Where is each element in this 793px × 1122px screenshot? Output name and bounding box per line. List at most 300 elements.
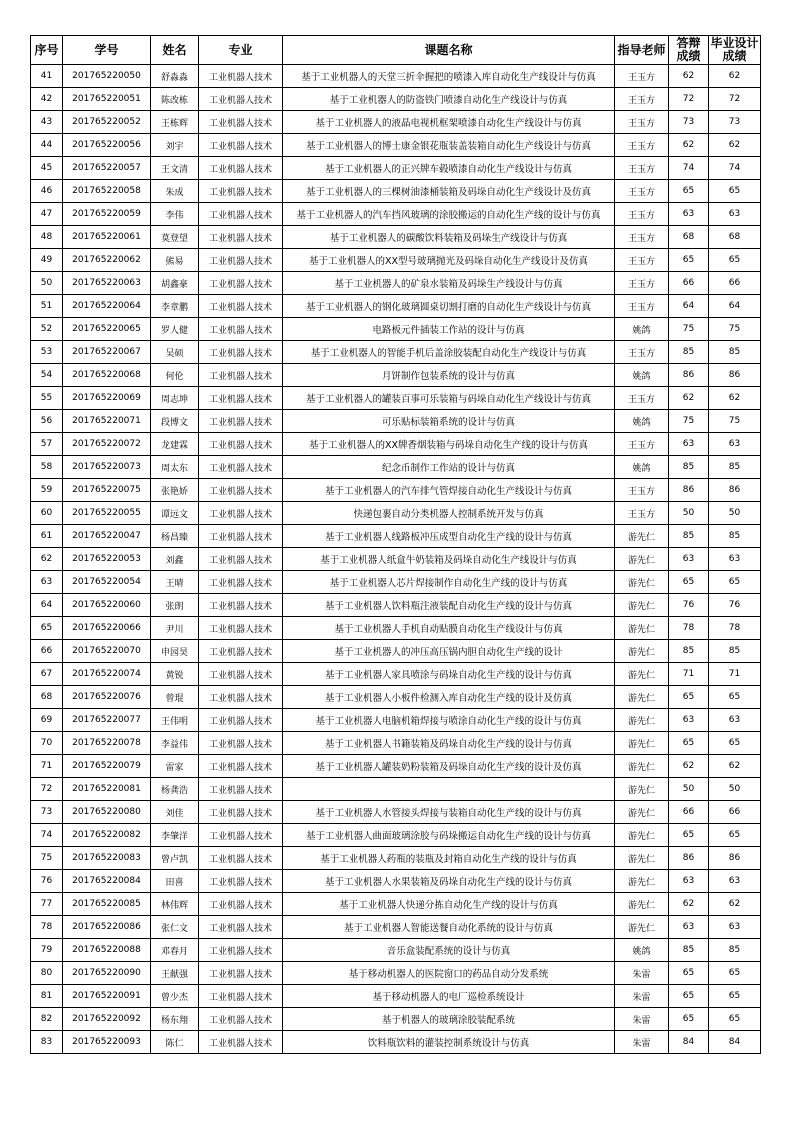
cell-name: 李肇洋 [151,824,199,847]
table-row [31,870,761,893]
cell-final-score: 86 [709,847,761,870]
cell-final-score: 50 [709,778,761,801]
cell-topic: 基于工业机器人芯片焊接制作自动化生产线的设计与仿真 [283,571,615,594]
cell-student-id: 201765220051 [63,88,151,111]
cell-topic: 饮料瓶饮料的灌装控制系统设计与仿真 [283,1031,615,1054]
table-row [31,1031,761,1054]
cell-student-id: 201765220057 [63,157,151,180]
cell-major: 工业机器人技术 [199,433,283,456]
cell-defense-score: 73 [669,111,709,134]
cell-index: 60 [31,502,63,525]
cell-name: 张仁文 [151,916,199,939]
cell-advisor: 游先仁 [615,847,669,870]
cell-student-id: 201765220067 [63,341,151,364]
cell-major: 工业机器人技术 [199,571,283,594]
cell-major: 工业机器人技术 [199,341,283,364]
table-row [31,709,761,732]
cell-topic: 快递包裹自动分类机器人控制系统开发与仿真 [283,502,615,525]
cell-topic: 基于工业机器人的冲压高压锅内胆自动化生产线的设计 [283,640,615,663]
table-row [31,479,761,502]
cell-advisor: 王玉方 [615,65,669,88]
header-defense-score [669,36,709,65]
cell-name: 杨昌臻 [151,525,199,548]
cell-defense-score: 85 [669,456,709,479]
cell-index: 45 [31,157,63,180]
cell-student-id: 201765220070 [63,640,151,663]
cell-defense-score: 68 [669,226,709,249]
cell-defense-score: 65 [669,686,709,709]
cell-advisor: 游先仁 [615,709,669,732]
cell-index: 51 [31,295,63,318]
table-row [31,548,761,571]
cell-topic: 基于工业机器人的XX型号玻璃抛光及码垛自动化生产线设计及仿真 [283,249,615,272]
cell-index: 46 [31,180,63,203]
cell-defense-score: 65 [669,249,709,272]
cell-major: 工业机器人技术 [199,893,283,916]
cell-final-score: 63 [709,709,761,732]
cell-major: 工业机器人技术 [199,203,283,226]
cell-name: 陈改栋 [151,88,199,111]
cell-final-score: 65 [709,732,761,755]
cell-final-score: 62 [709,134,761,157]
cell-major: 工业机器人技术 [199,985,283,1008]
cell-student-id: 201765220047 [63,525,151,548]
cell-defense-score: 66 [669,801,709,824]
cell-final-score: 85 [709,456,761,479]
cell-student-id: 201765220064 [63,295,151,318]
cell-final-score: 65 [709,962,761,985]
cell-advisor: 游先仁 [615,732,669,755]
cell-final-score: 62 [709,893,761,916]
cell-topic: 基于机器人的玻璃涂胶装配系统 [283,1008,615,1031]
cell-final-score: 65 [709,985,761,1008]
cell-index: 44 [31,134,63,157]
cell-name: 李益伟 [151,732,199,755]
cell-index: 66 [31,640,63,663]
cell-topic: 基于工业机器人的三棵树油漆桶装箱及码垛自动化生产线设计及仿真 [283,180,615,203]
cell-topic: 基于工业机器人书籍装箱及码垛自动化生产线的设计与仿真 [283,732,615,755]
cell-index: 78 [31,916,63,939]
cell-name: 李章鹏 [151,295,199,318]
table-row [31,387,761,410]
cell-advisor: 王玉方 [615,88,669,111]
cell-topic: 月饼制作包装系统的设计与仿真 [283,364,615,387]
cell-topic: 基于工业机器人的博士康金银花瓶装盖装箱自动化生产线设计与仿真 [283,134,615,157]
cell-final-score: 71 [709,663,761,686]
cell-major: 工业机器人技术 [199,456,283,479]
table-row [31,134,761,157]
cell-topic: 基于工业机器人手机自动贴膜自动化生产线设计与仿真 [283,617,615,640]
cell-advisor: 朱雷 [615,1008,669,1031]
cell-major: 工业机器人技术 [199,318,283,341]
score-table [30,35,761,1054]
cell-index: 67 [31,663,63,686]
cell-index: 56 [31,410,63,433]
cell-name: 王文清 [151,157,199,180]
cell-final-score: 75 [709,410,761,433]
cell-student-id: 201765220090 [63,962,151,985]
cell-defense-score: 65 [669,571,709,594]
cell-index: 59 [31,479,63,502]
cell-final-score: 72 [709,88,761,111]
cell-final-score: 76 [709,594,761,617]
cell-student-id: 201765220076 [63,686,151,709]
cell-name: 曾琨 [151,686,199,709]
cell-index: 63 [31,571,63,594]
cell-student-id: 201765220078 [63,732,151,755]
cell-major: 工业机器人技术 [199,962,283,985]
cell-student-id: 201765220061 [63,226,151,249]
cell-name: 刘鑫 [151,548,199,571]
header-index: 序号 [31,36,63,65]
cell-final-score: 65 [709,180,761,203]
header-name: 姓名 [151,36,199,65]
cell-name: 曾少杰 [151,985,199,1008]
cell-index: 42 [31,88,63,111]
cell-major: 工业机器人技术 [199,272,283,295]
cell-defense-score: 76 [669,594,709,617]
cell-name: 曾卢凯 [151,847,199,870]
cell-index: 83 [31,1031,63,1054]
cell-advisor: 王玉方 [615,341,669,364]
cell-advisor: 游先仁 [615,525,669,548]
table-row [31,663,761,686]
header-defense-score-line1: 答辩 [676,36,701,50]
cell-index: 76 [31,870,63,893]
cell-major: 工业机器人技术 [199,364,283,387]
cell-topic: 基于工业机器人的智能手机后盖涂胶装配自动化生产线设计与仿真 [283,341,615,364]
cell-major: 工业机器人技术 [199,134,283,157]
cell-topic: 基于工业机器人的液晶电视机框架喷漆自动化生产线设计与仿真 [283,111,615,134]
cell-defense-score: 86 [669,479,709,502]
cell-advisor: 姚鸽 [615,410,669,433]
cell-advisor: 游先仁 [615,686,669,709]
cell-name: 王伟明 [151,709,199,732]
table-row [31,249,761,272]
cell-name: 邓春月 [151,939,199,962]
cell-defense-score: 86 [669,847,709,870]
cell-major: 工业机器人技术 [199,755,283,778]
cell-index: 77 [31,893,63,916]
cell-student-id: 201765220073 [63,456,151,479]
cell-defense-score: 78 [669,617,709,640]
cell-topic: 基于工业机器人的XX牌香烟装箱与码垛自动化生产线的设计与仿真 [283,433,615,456]
cell-major: 工业机器人技术 [199,847,283,870]
cell-final-score: 85 [709,525,761,548]
cell-index: 70 [31,732,63,755]
cell-advisor: 游先仁 [615,548,669,571]
cell-advisor: 王玉方 [615,203,669,226]
cell-topic: 基于工业机器人的防盗铁门喷漆自动化生产线设计与仿真 [283,88,615,111]
cell-defense-score: 84 [669,1031,709,1054]
cell-student-id: 201765220063 [63,272,151,295]
cell-index: 43 [31,111,63,134]
cell-advisor: 王玉方 [615,502,669,525]
table-row [31,456,761,479]
cell-topic: 基于工业机器人饮料瓶注液装配自动化生产线的设计与仿真 [283,594,615,617]
cell-defense-score: 62 [669,387,709,410]
cell-final-score: 85 [709,939,761,962]
cell-index: 69 [31,709,63,732]
cell-student-id: 201765220062 [63,249,151,272]
cell-topic: 基于工业机器人药瓶的装瓶及封箱自动化生产线的设计与仿真 [283,847,615,870]
cell-major: 工业机器人技术 [199,939,283,962]
cell-student-id: 201765220092 [63,1008,151,1031]
cell-defense-score: 63 [669,433,709,456]
cell-major: 工业机器人技术 [199,663,283,686]
cell-advisor: 王玉方 [615,479,669,502]
cell-major: 工业机器人技术 [199,387,283,410]
cell-name: 王栋辉 [151,111,199,134]
cell-index: 80 [31,962,63,985]
cell-index: 74 [31,824,63,847]
cell-student-id: 201765220065 [63,318,151,341]
cell-advisor: 朱雷 [615,1031,669,1054]
cell-topic: 基于工业机器人快递分拣自动化生产线的设计与仿真 [283,893,615,916]
table-row [31,525,761,548]
table-body [31,65,761,1054]
header-major: 专业 [199,36,283,65]
cell-final-score: 85 [709,640,761,663]
table-row [31,916,761,939]
table-row [31,111,761,134]
cell-index: 58 [31,456,63,479]
cell-defense-score: 71 [669,663,709,686]
cell-topic: 基于工业机器人水管接头焊接与装箱自动化生产线的设计与仿真 [283,801,615,824]
cell-name: 莫登望 [151,226,199,249]
cell-student-id: 201765220052 [63,111,151,134]
cell-advisor: 王玉方 [615,272,669,295]
cell-major: 工业机器人技术 [199,870,283,893]
cell-name: 申园昊 [151,640,199,663]
cell-final-score: 64 [709,295,761,318]
cell-advisor: 王玉方 [615,387,669,410]
table-row [31,1008,761,1031]
cell-student-id: 201765220056 [63,134,151,157]
cell-final-score: 66 [709,272,761,295]
header-advisor: 指导老师 [615,36,669,65]
cell-advisor: 朱雷 [615,962,669,985]
cell-defense-score: 65 [669,962,709,985]
cell-final-score: 63 [709,870,761,893]
cell-index: 62 [31,548,63,571]
cell-student-id: 201765220060 [63,594,151,617]
cell-defense-score: 63 [669,548,709,571]
cell-student-id: 201765220093 [63,1031,151,1054]
table-row [31,180,761,203]
cell-student-id: 201765220069 [63,387,151,410]
cell-name: 谭远文 [151,502,199,525]
cell-defense-score: 72 [669,88,709,111]
cell-advisor: 王玉方 [615,226,669,249]
cell-topic: 基于工业机器人纸盒牛奶装箱及码垛自动化生产线设计与仿真 [283,548,615,571]
cell-index: 54 [31,364,63,387]
cell-topic: 基于工业机器人小板件检测入库自动化生产线的设计及仿真 [283,686,615,709]
cell-final-score: 75 [709,318,761,341]
cell-final-score: 62 [709,65,761,88]
cell-index: 48 [31,226,63,249]
cell-defense-score: 50 [669,502,709,525]
cell-index: 65 [31,617,63,640]
cell-major: 工业机器人技术 [199,226,283,249]
cell-final-score: 65 [709,686,761,709]
cell-index: 73 [31,801,63,824]
cell-index: 61 [31,525,63,548]
cell-final-score: 63 [709,433,761,456]
cell-defense-score: 85 [669,525,709,548]
cell-final-score: 50 [709,502,761,525]
cell-final-score: 65 [709,249,761,272]
cell-advisor: 游先仁 [615,755,669,778]
cell-topic: 基于工业机器人曲面玻璃涂胶与码垛搬运自动化生产线的设计与仿真 [283,824,615,847]
cell-index: 68 [31,686,63,709]
cell-student-id: 201765220054 [63,571,151,594]
cell-defense-score: 85 [669,640,709,663]
table-row [31,571,761,594]
cell-student-id: 201765220074 [63,663,151,686]
cell-defense-score: 63 [669,870,709,893]
cell-advisor: 游先仁 [615,594,669,617]
cell-major: 工业机器人技术 [199,88,283,111]
cell-name: 周志坤 [151,387,199,410]
cell-name: 王献强 [151,962,199,985]
header-topic: 课题名称 [283,36,615,65]
cell-advisor: 游先仁 [615,663,669,686]
cell-advisor: 王玉方 [615,249,669,272]
cell-name: 龙建霖 [151,433,199,456]
cell-name: 杨龚浩 [151,778,199,801]
cell-topic: 电路板元件插装工作站的设计与仿真 [283,318,615,341]
cell-major: 工业机器人技术 [199,157,283,180]
table-row [31,939,761,962]
cell-major: 工业机器人技术 [199,732,283,755]
table-row [31,433,761,456]
cell-advisor: 姚鸽 [615,364,669,387]
cell-topic: 纪念币制作工作站的设计与仿真 [283,456,615,479]
table-row [31,686,761,709]
cell-index: 47 [31,203,63,226]
cell-major: 工业机器人技术 [199,548,283,571]
table-row [31,341,761,364]
cell-topic: 基于移动机器人的医院窗口的药品自动分发系统 [283,962,615,985]
cell-index: 57 [31,433,63,456]
cell-topic: 可乐贴标装箱系统的设计与仿真 [283,410,615,433]
cell-final-score: 65 [709,571,761,594]
cell-final-score: 78 [709,617,761,640]
table-row [31,801,761,824]
cell-defense-score: 65 [669,1008,709,1031]
cell-major: 工业机器人技术 [199,525,283,548]
cell-index: 75 [31,847,63,870]
table-row [31,203,761,226]
cell-advisor: 游先仁 [615,640,669,663]
cell-student-id: 201765220058 [63,180,151,203]
cell-name: 吴硕 [151,341,199,364]
cell-defense-score: 66 [669,272,709,295]
score-sheet [30,35,760,1054]
cell-index: 52 [31,318,63,341]
cell-final-score: 68 [709,226,761,249]
cell-defense-score: 62 [669,65,709,88]
cell-final-score: 73 [709,111,761,134]
cell-defense-score: 63 [669,916,709,939]
cell-topic: 基于工业机器人家具喷涂与码垛自动化生产线的设计与仿真 [283,663,615,686]
cell-major: 工业机器人技术 [199,824,283,847]
cell-index: 41 [31,65,63,88]
cell-advisor: 游先仁 [615,801,669,824]
cell-topic: 基于工业机器人的汽车挡风玻璃的涂胶搬运的自动化生产线的设计与仿真 [283,203,615,226]
cell-advisor: 王玉方 [615,157,669,180]
cell-index: 81 [31,985,63,1008]
cell-final-score: 65 [709,824,761,847]
cell-major: 工业机器人技术 [199,778,283,801]
cell-index: 72 [31,778,63,801]
cell-advisor: 游先仁 [615,893,669,916]
cell-final-score: 62 [709,387,761,410]
cell-defense-score: 75 [669,410,709,433]
cell-student-id: 201765220083 [63,847,151,870]
cell-name: 张艳娇 [151,479,199,502]
cell-defense-score: 64 [669,295,709,318]
cell-student-id: 201765220079 [63,755,151,778]
cell-defense-score: 62 [669,893,709,916]
cell-defense-score: 85 [669,341,709,364]
cell-major: 工业机器人技术 [199,801,283,824]
header-final-score [709,36,761,65]
cell-major: 工业机器人技术 [199,479,283,502]
cell-major: 工业机器人技术 [199,709,283,732]
cell-defense-score: 74 [669,157,709,180]
cell-defense-score: 62 [669,134,709,157]
cell-defense-score: 63 [669,709,709,732]
table-row [31,985,761,1008]
table-row [31,226,761,249]
cell-topic: 基于工业机器人的钢化玻璃圆桌切割打磨的自动化生产线设计与仿真 [283,295,615,318]
cell-name: 田喜 [151,870,199,893]
cell-advisor: 游先仁 [615,617,669,640]
table-header [31,36,761,65]
cell-student-id: 201765220068 [63,364,151,387]
cell-final-score: 86 [709,364,761,387]
cell-defense-score: 63 [669,203,709,226]
cell-topic: 基于工业机器人智能送餐自动化系统的设计与仿真 [283,916,615,939]
cell-advisor: 王玉方 [615,134,669,157]
cell-student-id: 201765220075 [63,479,151,502]
cell-index: 82 [31,1008,63,1031]
cell-student-id: 201765220072 [63,433,151,456]
cell-defense-score: 65 [669,824,709,847]
cell-advisor: 游先仁 [615,571,669,594]
table-row [31,410,761,433]
cell-major: 工业机器人技术 [199,502,283,525]
cell-student-id: 201765220085 [63,893,151,916]
table-row [31,617,761,640]
cell-defense-score: 65 [669,180,709,203]
cell-student-id: 201765220088 [63,939,151,962]
cell-major: 工业机器人技术 [199,249,283,272]
cell-topic: 基于工业机器人的天堂三折伞握把的喷漆入库自动化生产线设计与仿真 [283,65,615,88]
cell-final-score: 85 [709,341,761,364]
cell-index: 71 [31,755,63,778]
table-row [31,65,761,88]
cell-advisor: 游先仁 [615,916,669,939]
cell-final-score: 63 [709,548,761,571]
cell-student-id: 201765220081 [63,778,151,801]
cell-advisor: 姚鸽 [615,318,669,341]
cell-name: 雷家 [151,755,199,778]
cell-name: 朱成 [151,180,199,203]
cell-defense-score: 75 [669,318,709,341]
